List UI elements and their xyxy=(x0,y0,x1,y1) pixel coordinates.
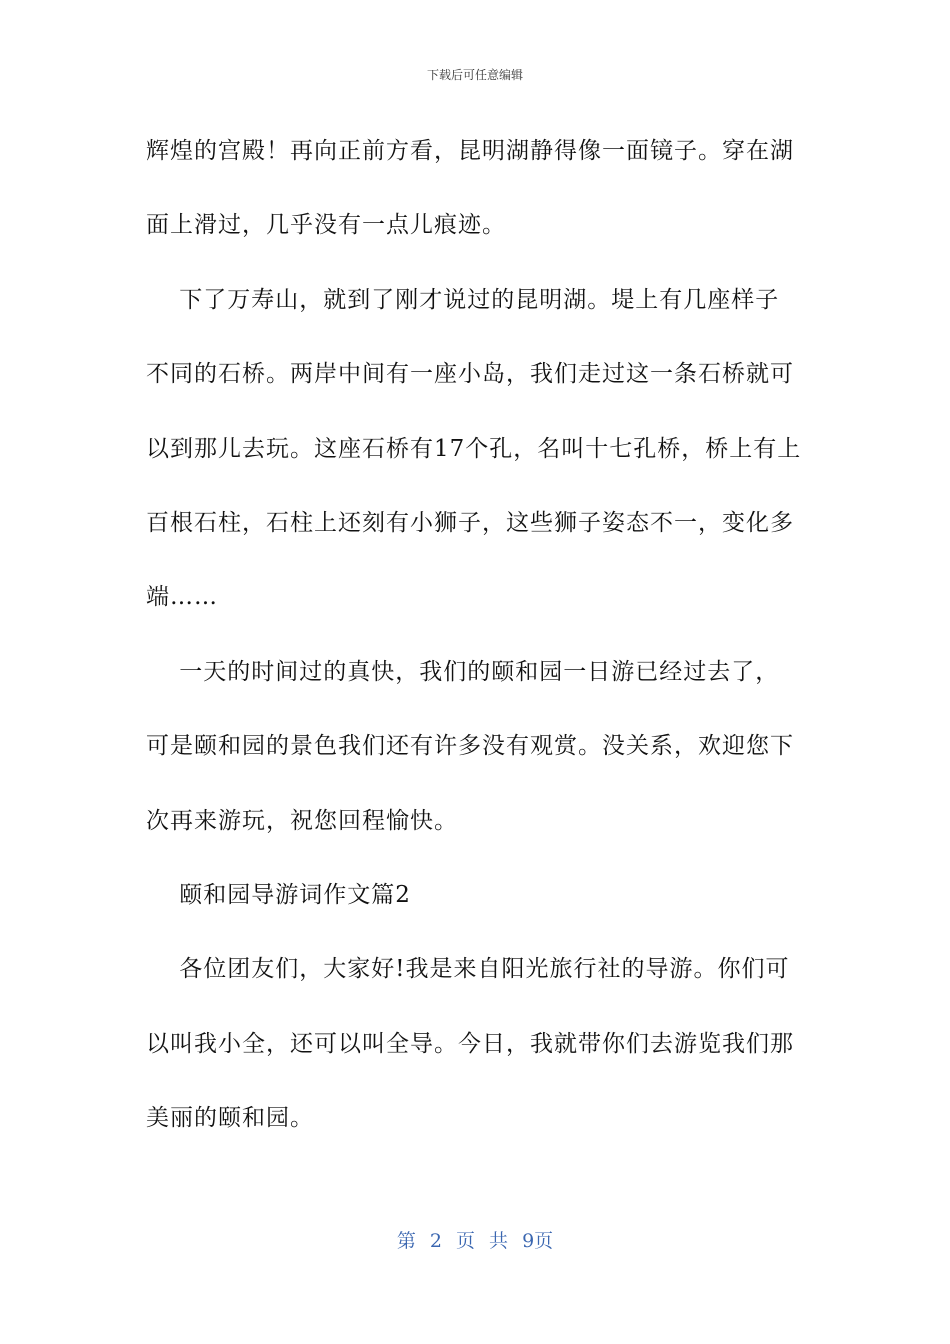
text-line: 美丽的颐和园。 xyxy=(146,1105,314,1132)
text-line: 以叫我小全，还可以叫全导。今日，我就带你们去游览我们那 xyxy=(146,1030,794,1057)
text-line: 各位团友们，大家好!我是来自阳光旅行社的导游。你们可 xyxy=(146,956,790,983)
text-line: 可是颐和园的景色我们还有许多没有观赏。没关系，欢迎您下 xyxy=(146,733,794,760)
text-line: 次再来游玩，祝您回程愉快。 xyxy=(146,807,458,834)
section-heading: 颐和园导游词作文篇2 xyxy=(146,882,411,909)
text-line: 下了万寿山，就到了刚才说过的昆明湖。堤上有几座样子 xyxy=(146,286,780,313)
page-number-footer: 第 2 页 共 9页 xyxy=(396,1230,554,1252)
page-header: 下载后可任意编辑 xyxy=(426,68,523,82)
text-line: 不同的石桥。两岸中间有一座小岛，我们走过这一条石桥就可 xyxy=(146,361,794,388)
text-line: 百根石柱，石柱上还刻有小狮子，这些狮子姿态不一，变化多 xyxy=(146,510,794,537)
text-line: 端…… xyxy=(146,584,218,611)
text-line: 以到那儿去玩。这座石桥有17个孔，名叫十七孔桥，桥上有上 xyxy=(146,435,802,462)
text-line: 辉煌的宫殿！再向正前方看，昆明湖静得像一面镜子。穿在湖 xyxy=(146,138,794,164)
text-line: 面上滑过，几乎没有一点儿痕迹。 xyxy=(146,212,506,239)
text-line: 一天的时间过的真快，我们的颐和园一日游已经过去了， xyxy=(146,658,780,685)
document-body xyxy=(146,114,806,1156)
